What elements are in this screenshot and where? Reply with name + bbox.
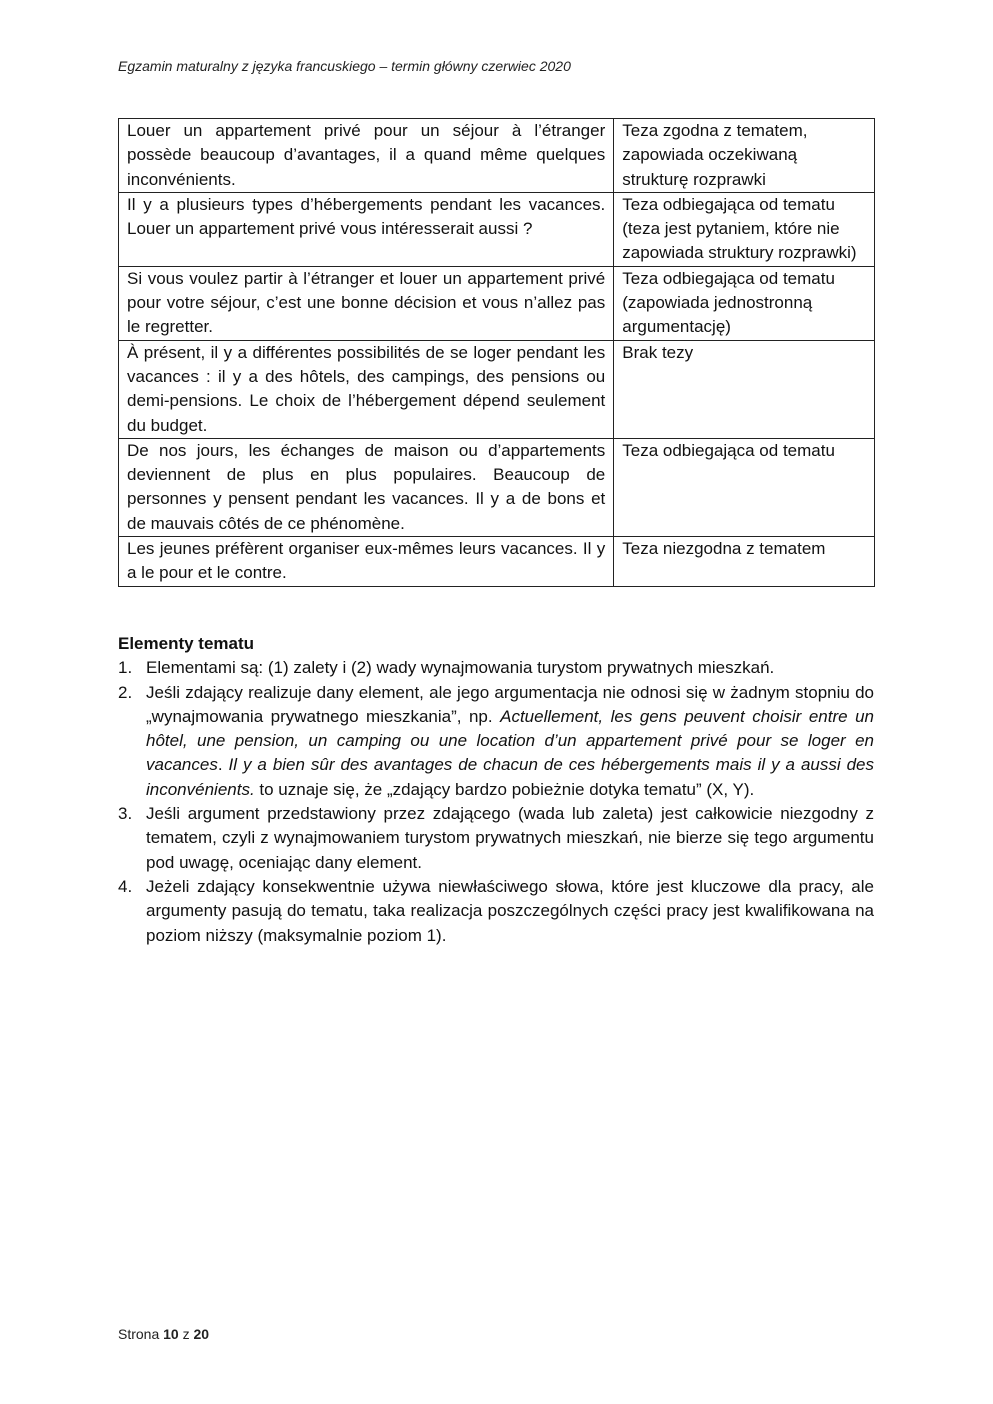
item-text: Elementami są: (1) zalety i (2) wady wynajmowania turystom prywatnych mieszkań. [146, 658, 775, 678]
comment-cell: Teza odbiegająca od tematu (zapowiada jednostronną argumentację) [614, 266, 875, 340]
item-number: 2. [118, 682, 133, 702]
comment-cell: Teza zgodna z tematem, zapowiada oczekiwaną strukturę rozprawki [614, 119, 875, 193]
item-text: to uznaje się, że „zdający bardzo pobieżnie dotyka tematu” (X, Y). [254, 779, 755, 799]
page-header: Egzamin maturalny z języka francuskiego – termin główny czerwiec 2020 [118, 58, 571, 74]
page-separator: z [182, 1326, 190, 1342]
thesis-cell: De nos jours, les échanges de maison ou d’appartements deviennent de plus en plus populaires. Beaucoup de personnes y pensent pendant les vacances. Il y a de bons et de mauvais côtés de ce phénomène. [119, 438, 614, 536]
thesis-cell: À présent, il y a différentes possibilités de se loger pendant les vacances : il y a des hôtels, des campings, des pensions ou demi-pensions. Le choix de l’hébergement dépend seulement du budget. [119, 340, 614, 438]
list-item [118, 875, 874, 948]
thesis-cell: Les jeunes préfèrent organiser eux-mêmes leurs vacances. Il y a le pour et le contre. [119, 537, 614, 587]
item-number: 4. [118, 876, 133, 896]
item-text: Jeśli zdający realizuje dany element, ale jego argumentacja nie odnosi się w żadnym stopniu do „wynajmowania prywatnego mieszkania”, np. [146, 682, 874, 726]
thesis-table [118, 118, 875, 587]
comment-cell: Brak tezy [614, 340, 875, 438]
table-row [119, 119, 875, 193]
item-text: Jeśli argument przedstawiony przez zdającego (wada lub zaleta) jest całkowicie niezgodny z tematem, czyli z wynajmowaniem turystom prywatnych mieszkań, nie bierze się tego argumentu pod uwagę, oceniając dany element. [146, 804, 874, 872]
table-row [119, 192, 875, 266]
page-footer [118, 1326, 209, 1342]
list-item [118, 656, 874, 680]
table-row [119, 537, 875, 587]
comment-cell: Teza niezgodna z tematem [614, 537, 875, 587]
item-text: . [217, 755, 229, 775]
item-text: Jeżeli zdający konsekwentnie używa niewłaściwego słowa, które jest kluczowe dla pracy, ale argumenty pasują do tematu, taka realizacja poszczególnych części pracy jest kwalifikowana na poziom niższy (maksymalnie poziom 1). [146, 876, 874, 945]
item-number: 3. [118, 804, 133, 824]
elements-section [118, 632, 874, 948]
page-label: Strona [118, 1326, 160, 1342]
list-item [118, 681, 874, 802]
comment-cell: Teza odbiegająca od tematu (teza jest pytaniem, które nie zapowiada struktury rozprawki) [614, 192, 875, 266]
example-text: Actuellement, les gens peuvent choisir entre un hôtel, une pension, un camping ou une location d’un appartement privé pour se loger en vacances [146, 706, 874, 775]
thesis-cell: Il y a plusieurs types d’hébergements pendant les vacances. Louer un appartement privé vous intéresserait aussi ? [119, 192, 614, 266]
comment-cell: Teza odbiegająca od tematu [614, 438, 875, 536]
table-row [119, 438, 875, 536]
thesis-cell: Louer un appartement privé pour un séjour à l’étranger possède beaucoup d’avantages, il a quand même quelques inconvénients. [119, 119, 614, 193]
list-item [118, 802, 874, 875]
section-title: Elementy tematu [118, 634, 255, 653]
thesis-cell: Si vous voulez partir à l’étranger et louer un appartement privé pour votre séjour, c’est une bonne décision et vous n’allez pas le regretter. [119, 266, 614, 340]
rules-list [118, 656, 874, 948]
page-number: 10 [163, 1326, 179, 1342]
item-number: 1. [118, 658, 133, 678]
example-text: Il y a bien sûr des avantages de chacun de ces hébergements mais il y a aussi des inconvénients. [146, 755, 875, 799]
table-row [119, 266, 875, 340]
table-row [119, 340, 875, 438]
page-total: 20 [193, 1326, 210, 1342]
